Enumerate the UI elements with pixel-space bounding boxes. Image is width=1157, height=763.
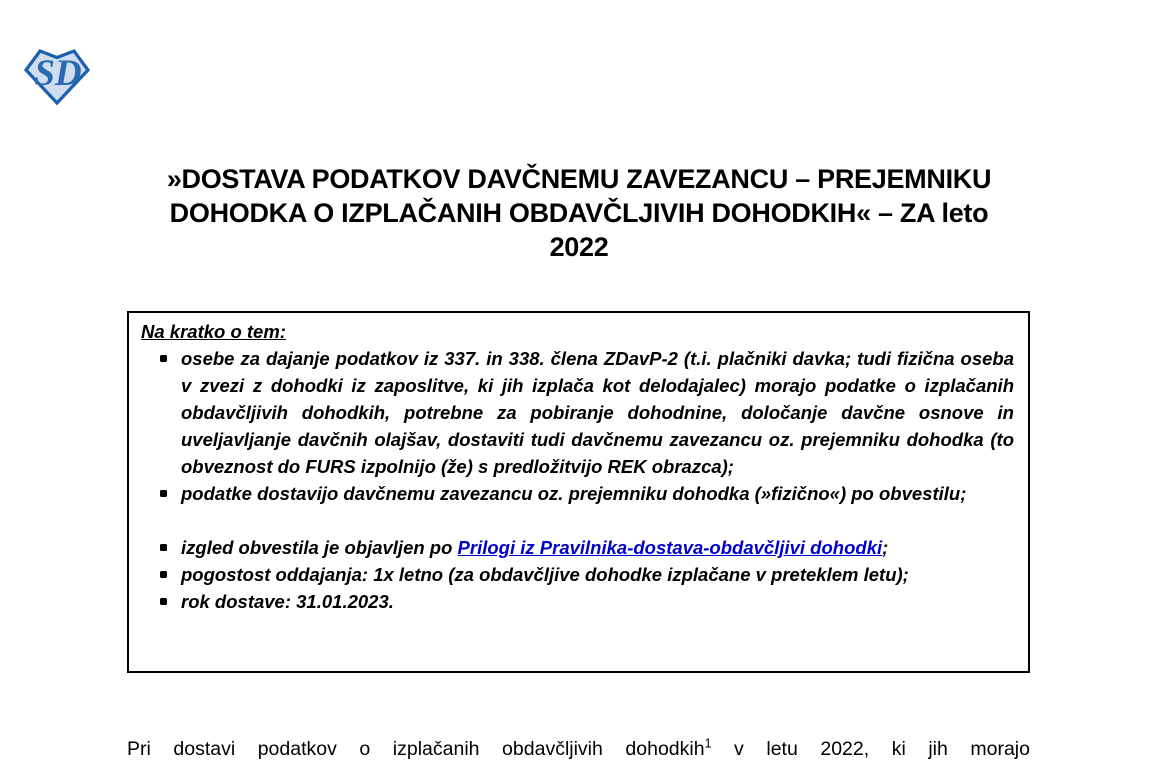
bullet-text: pogostost oddajanja: 1x letno (za obdavčljive dohodke izplačane v preteklem letu);: [181, 564, 909, 585]
bullet-text: osebe za dajanje podatkov iz 337. in 338. člena ZDavP-2 (t.i. plačniki davka; tudi fizična oseba v zvezi z dohodki iz zaposlitve, ki jih izplača kot delodajalec) morajo podatke o izplačanih obdavčljivih dohodkih, potrebne za pobiranje dohodnine, določanje davčne osnove in uveljavljanje davčnih olajšav, dostaviti tudi davčnemu zavezancu oz. prejemniku dohodka (to obveznost do FURS izpolnijo (že) s predložitvijo REK obrazca);: [181, 348, 1014, 477]
bullet-text: podatke dostavijo davčnemu zavezancu oz. prejemniku dohodka (»fizično«) po obvestilu;: [181, 483, 967, 504]
document-title: [123, 162, 1035, 264]
bullet-icon: [160, 571, 167, 578]
list-item: [141, 345, 1014, 480]
list-item: [141, 561, 1014, 588]
list-item: [141, 480, 1014, 507]
bullet-icon: [160, 355, 167, 362]
title-line-2: DOHODKA O IZPLAČANIH OBDAVČLJIVIH DOHODKIH« – ZA leto: [169, 198, 989, 228]
summary-heading: Na kratko o tem:: [141, 321, 286, 342]
footnote-reference: 1: [704, 736, 712, 750]
sd-shield-logo-icon: [23, 47, 91, 105]
title-line-3: 2022: [549, 232, 609, 262]
logo-letters: SD: [34, 53, 82, 94]
list-item: [141, 588, 1014, 615]
closing-text-before-footnote: Pri dostavi podatkov o izplačanih obdavčljivih dohodkih: [127, 737, 705, 760]
closing-paragraph: [127, 736, 1030, 763]
bullet-text: rok dostave: 31.01.2023.: [181, 591, 394, 612]
bullet-text: ;: [882, 537, 889, 558]
bullet-text: izgled obvestila je objavljen po: [181, 537, 458, 558]
closing-text-after-footnote: v letu 2022, ki jih morajo: [711, 737, 1030, 760]
bullet-icon: [160, 544, 167, 551]
pravilnik-priloga-link[interactable]: Prilogi iz Pravilnika-dostava-obdavčljivi dohodki: [457, 537, 883, 558]
title-line-1: »DOSTAVA PODATKOV DAVČNEMU ZAVEZANCU – PREJEMNIKU: [166, 164, 992, 194]
list-item: [141, 534, 1014, 561]
bullet-icon: [160, 490, 167, 497]
summary-box: [127, 311, 1030, 673]
bullet-icon: [160, 598, 167, 605]
summary-bullet-list: [141, 345, 1014, 615]
